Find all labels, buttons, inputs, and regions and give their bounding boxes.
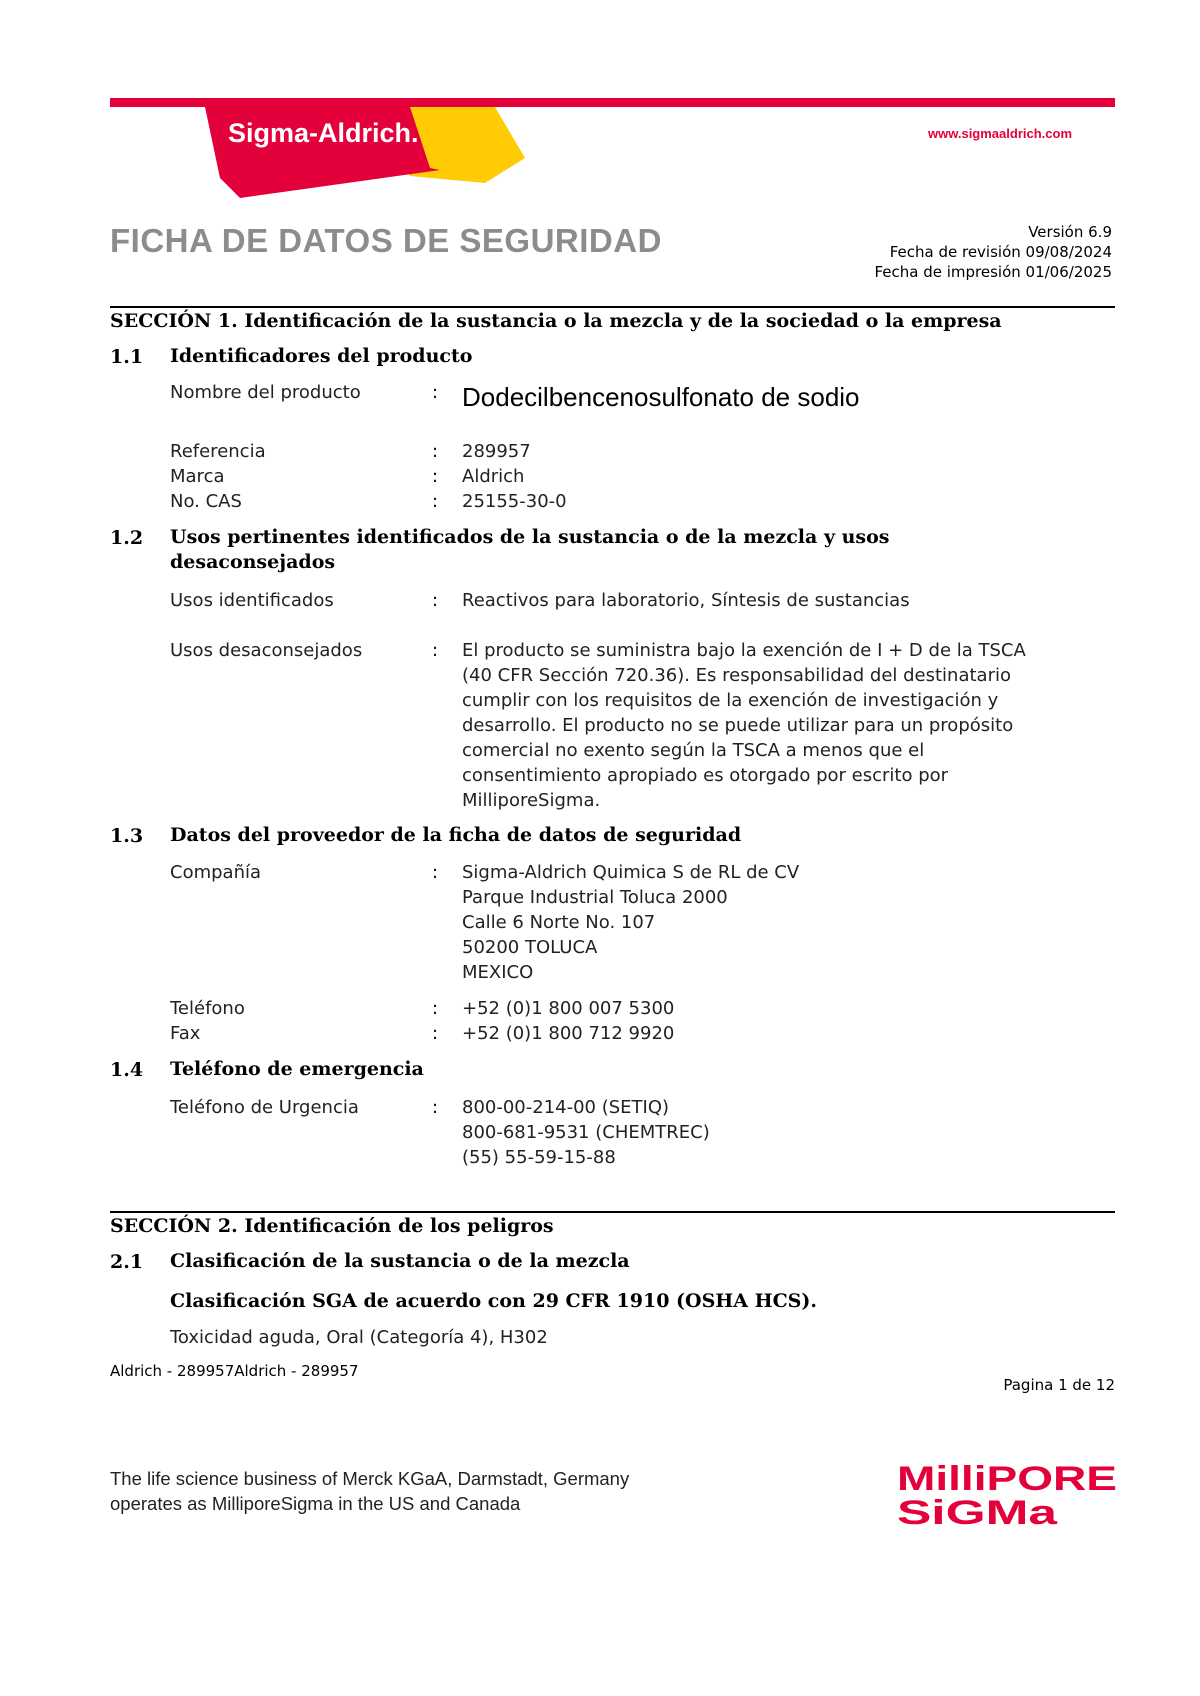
brand-label: Marca — [170, 466, 225, 487]
footer-reference: Aldrich - 289957Aldrich - 289957 — [110, 1362, 359, 1380]
version: Versión 6.9 — [1028, 223, 1112, 241]
website-link[interactable]: www.sigmaaldrich.com — [928, 126, 1073, 141]
fax-label: Fax — [170, 1023, 201, 1044]
classification-item: Toxicidad aguda, Oral (Categoría 4), H302 — [170, 1327, 548, 1348]
subsection-number: 1.2 — [110, 527, 144, 549]
company-label: Compañía — [170, 862, 262, 883]
page-title: FICHA DE DATOS DE SEGURIDAD — [110, 222, 662, 259]
milliporesigma-logo — [895, 1460, 1120, 1530]
emergency-phone-label: Teléfono de Urgencia — [170, 1097, 359, 1118]
subsection-title: Identificadores del producto — [170, 345, 473, 367]
phone-value: +52 (0)1 800 007 5300 — [462, 998, 675, 1019]
subsection-title: Teléfono de emergencia — [170, 1058, 424, 1080]
section-divider — [110, 1211, 1115, 1213]
uses-advised-against-label: Usos desaconsejados — [170, 640, 363, 661]
identified-uses-label: Usos identificados — [170, 590, 334, 611]
subsection-number: 1.3 — [110, 825, 144, 847]
revision-date: Fecha de revisión 09/08/2024 — [889, 243, 1112, 261]
cas-label: No. CAS — [170, 491, 242, 512]
ghs-classification-heading: Clasificación SGA de acuerdo con 29 CFR 1910 (OSHA HCS). — [170, 1290, 818, 1312]
subsection-title: Datos del proveedor de la ficha de datos de seguridad — [170, 824, 742, 846]
company-address: Sigma-Aldrich Quimica S de RL de CV Parque Industrial Toluca 2000 Calle 6 Norte No. 107 50200 TOLUCA MEXICO — [462, 862, 800, 983]
brand-logo-text: Sigma-Aldrich. — [228, 118, 419, 148]
reference-value: 289957 — [462, 441, 531, 462]
emergency-phone-values: 800-00-214-00 (SETIQ) 800-681-9531 (CHEMTREC) (55) 55-59-15-88 — [462, 1097, 710, 1168]
page-number: Pagina 1 de 12 — [1003, 1376, 1115, 1394]
sigma-aldrich-logo — [110, 98, 1115, 203]
subsection-number: 2.1 — [110, 1251, 144, 1273]
subsection-number: 1.1 — [110, 346, 144, 368]
brand-value: Aldrich — [462, 466, 525, 487]
uses-advised-against-value: El producto se suministra bajo la exención de I + D de la TSCA (40 CFR Sección 720.36). Es responsabilidad del destinatario cumplir con los requisitos de la exención de investigación y desarrollo. El producto no se puede utilizar para un propósito comercial no exento según la TSCA a menos que el consentimiento apropiado es otorgado por escrito por MilliporeSigma. — [462, 640, 1026, 811]
print-date: Fecha de impresión 01/06/2025 — [874, 263, 1112, 281]
subsection-title: Usos pertinentes identificados de la sustancia o de la mezcla y usos desaconsejados — [170, 526, 890, 573]
product-name: Dodecilbencenosulfonato de sodio — [462, 382, 860, 412]
section2-heading: SECCIÓN 2. Identificación de los peligros — [110, 1215, 554, 1237]
merck-note: The life science business of Merck KGaA, Darmstadt, Germany operates as MilliporeSigma in the US and Canada — [110, 1468, 630, 1514]
product-name-label: Nombre del producto — [170, 382, 361, 403]
phone-label: Teléfono — [170, 998, 245, 1019]
fax-value: +52 (0)1 800 712 9920 — [462, 1023, 675, 1044]
section-divider — [110, 306, 1115, 308]
reference-label: Referencia — [170, 441, 266, 462]
svg-text:MilliPORE: MilliPORE — [897, 1460, 1117, 1498]
subsection-title: Clasificación de la sustancia o de la mezcla — [170, 1250, 630, 1272]
cas-value: 25155-30-0 — [462, 491, 567, 512]
version-block — [874, 222, 1112, 282]
svg-text:SiGMa: SiGMa — [897, 1494, 1059, 1530]
subsection-number: 1.4 — [110, 1059, 144, 1081]
identified-uses-value: Reactivos para laboratorio, Síntesis de sustancias — [462, 590, 910, 611]
section1-heading: SECCIÓN 1. Identificación de la sustancia o la mezcla y de la sociedad o la empresa — [110, 310, 1002, 332]
